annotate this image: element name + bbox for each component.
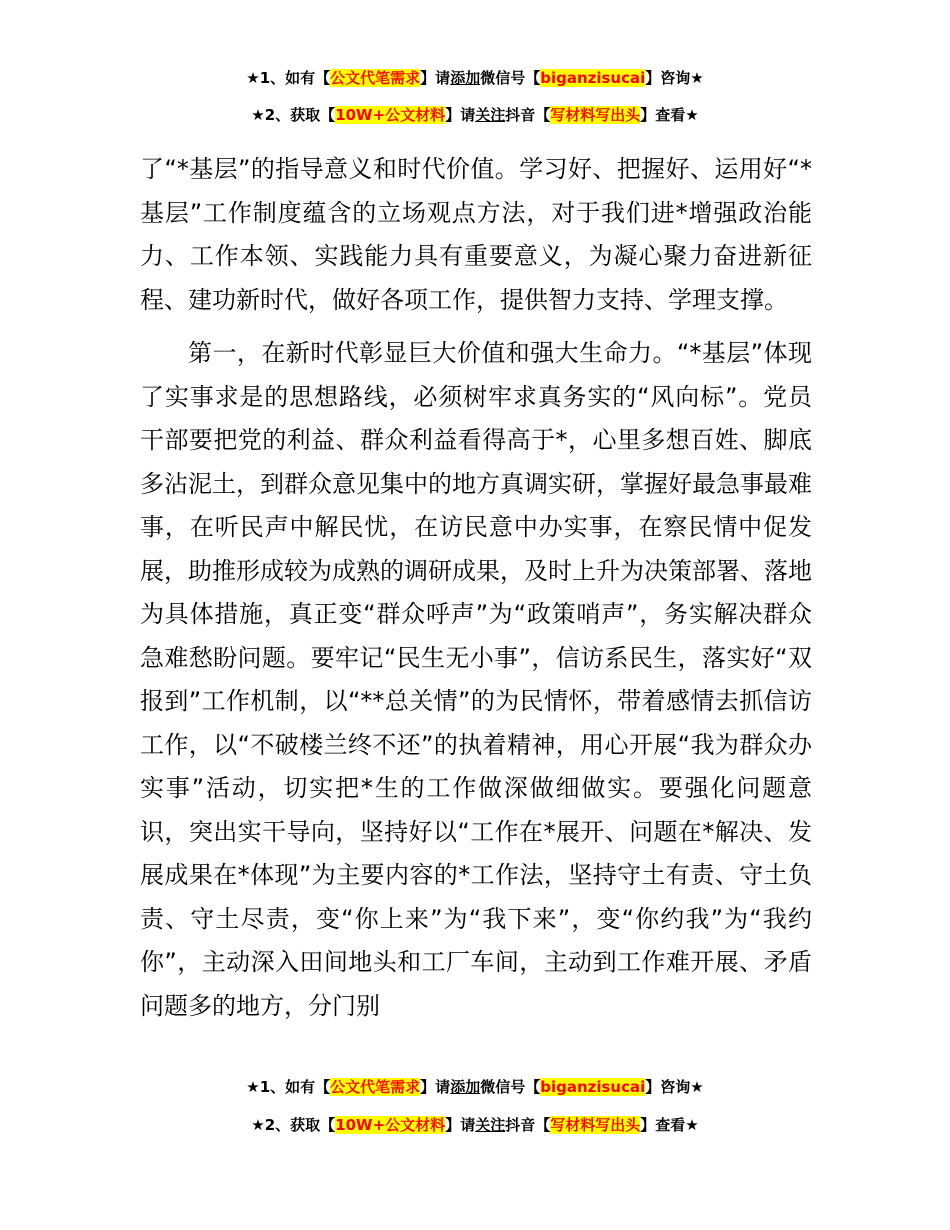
banner-prefix: ★2、获取【 — [251, 1116, 336, 1134]
banner-prefix: ★1、如有【 — [246, 1078, 331, 1096]
footer-banner-line1 — [0, 1077, 950, 1097]
banner-underline-text: 添加 — [450, 69, 481, 87]
banner-suffix: 】查看★ — [640, 1116, 699, 1134]
banner-suffix: 】查看★ — [640, 106, 699, 124]
banner-prefix: ★1、如有【 — [246, 69, 331, 87]
banner-text: 】请 — [420, 69, 451, 87]
banner-text: 抖音【 — [505, 1116, 551, 1134]
document-body — [140, 148, 812, 1028]
paragraph: 了“*基层”的指导意义和时代价值。学习好、把握好、运用好“*基层”工作制度蕴含的立场观点方法，对于我们进*增强政治能力、工作本领、实践能力具有重要意义，为凝心聚力奋进新征程、建功新时代，做好各项工作，提供智力支持、学理支撑。 — [140, 155, 812, 314]
banner-suffix: 】咨询★ — [645, 1078, 704, 1096]
banner-text: 】请 — [445, 1116, 476, 1134]
banner-underline-text: 关注 — [475, 106, 506, 124]
douyin-id-highlight: 写材料写出头 — [550, 106, 641, 124]
banner-highlight: 10W+公文材料 — [335, 106, 446, 124]
banner-suffix: 】咨询★ — [645, 69, 704, 87]
banner-text: 微信号【 — [480, 1078, 541, 1096]
header-banner-line1 — [0, 68, 950, 88]
banner-highlight: 公文代笔需求 — [330, 1078, 421, 1096]
paragraph: 第一，在新时代彰显巨大价值和强大生命力。“*基层”体现了实事求是的思想路线，必须树牢求真务实的“风向标”。党员干部要把党的利益、群众利益看得高于*，心里多想百姓、脚底多沾泥土，到群众意见集中的地方真调实研，掌握好最急事最难事，在听民声中解民忧，在访民意中办实事，在察民情中促发展，助推形成较为成熟的调研成果，及时上升为决策部署、落地为具体措施，真正变“群众呼声”为“政策哨声”，务实解决群众急难愁盼问题。要牢记“民生无小事”，信访系民生，落实好“双报到”工作机制，以“**总关情”的为民情怀，带着感情去抓信访工作，以“不破楼兰终不还”的执着精神，用心开展“我为群众办实事”活动，切实把*生的工作做深做细做实。要强化问题意识，突出实干导向，坚持好以“工作在*展开、问题在*解决、发展成果在*体现”为主要内容的*工作法，坚持守土有责、守土负责、守土尽责，变“你上来”为“我下来”，变“你约我”为“我约你”，主动深入田间地头和工厂车间，主动到工作难开展、矛盾问题多的地方，分门别 — [140, 339, 812, 1020]
wechat-id-highlight: biganzisucai — [540, 1078, 646, 1096]
banner-underline-text: 关注 — [475, 1116, 506, 1134]
douyin-id-highlight: 写材料写出头 — [550, 1116, 641, 1134]
banner-text: 抖音【 — [505, 106, 551, 124]
wechat-id-highlight: biganzisucai — [540, 69, 646, 87]
banner-text: 】请 — [420, 1078, 451, 1096]
header-banner-line2 — [0, 105, 950, 125]
banner-underline-text: 添加 — [450, 1078, 481, 1096]
banner-text: 】请 — [445, 106, 476, 124]
banner-highlight: 公文代笔需求 — [330, 69, 421, 87]
banner-highlight: 10W+公文材料 — [335, 1116, 446, 1134]
banner-prefix: ★2、获取【 — [251, 106, 336, 124]
footer-banner-line2 — [0, 1115, 950, 1135]
banner-text: 微信号【 — [480, 69, 541, 87]
